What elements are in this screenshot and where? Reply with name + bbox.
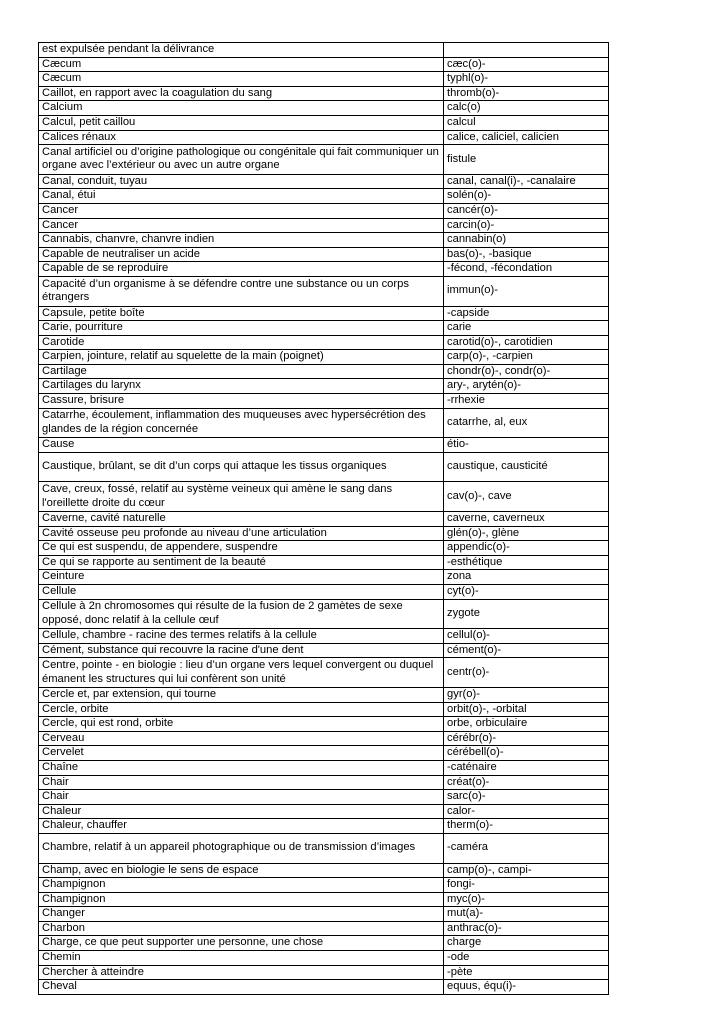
root-cell: -rrhexie	[444, 394, 609, 409]
root-cell: bas(o)-, -basique	[444, 247, 609, 262]
definition-cell: Calcul, petit caillou	[39, 115, 444, 130]
definition-cell: Chair	[39, 790, 444, 805]
table-row	[39, 731, 609, 746]
definition-cell: Cave, creux, fossé, relatif au système veineux qui amène le sang dans l'oreillette droite du cœur	[39, 482, 444, 512]
root-cell: thromb(o)-	[444, 86, 609, 101]
definition-cell: Cerveau	[39, 731, 444, 746]
root-cell: solén(o)-	[444, 189, 609, 204]
definition-cell: Ce qui est suspendu, de appendere, suspendre	[39, 541, 444, 556]
definition-cell: Cellule, chambre - racine des termes relatifs à la cellule	[39, 629, 444, 644]
table-row	[39, 541, 609, 556]
root-cell: cément(o)-	[444, 643, 609, 658]
table-row	[39, 965, 609, 980]
table-row	[39, 335, 609, 350]
definition-cell: Cancer	[39, 203, 444, 218]
table-row	[39, 819, 609, 834]
definition-cell: Capable de neutraliser un acide	[39, 247, 444, 262]
root-cell: camp(o)-, campi-	[444, 863, 609, 878]
root-cell: cancér(o)-	[444, 203, 609, 218]
table-row	[39, 804, 609, 819]
definition-cell: Carie, pourriture	[39, 321, 444, 336]
definition-cell: Cartilage	[39, 364, 444, 379]
root-cell: gyr(o)-	[444, 687, 609, 702]
root-cell: cæc(o)-	[444, 57, 609, 72]
definition-cell: Cervelet	[39, 746, 444, 761]
definition-cell: Canal, conduit, tuyau	[39, 174, 444, 189]
root-cell: chondr(o)-, condr(o)-	[444, 364, 609, 379]
table-row	[39, 233, 609, 248]
definition-cell: Champ, avec en biologie le sens de espace	[39, 863, 444, 878]
definition-cell: Charbon	[39, 921, 444, 936]
root-cell: caverne, caverneux	[444, 512, 609, 527]
root-cell: -esthétique	[444, 555, 609, 570]
root-cell: zygote	[444, 599, 609, 629]
definition-cell: Canal, étui	[39, 189, 444, 204]
root-cell: canal, canal(i)-, -canalaire	[444, 174, 609, 189]
definition-cell: Cavité osseuse peu profonde au niveau d’une articulation	[39, 526, 444, 541]
root-cell: typhl(o)-	[444, 72, 609, 87]
table-row	[39, 306, 609, 321]
table-row	[39, 174, 609, 189]
table-row	[39, 555, 609, 570]
root-cell: -ode	[444, 951, 609, 966]
table-row	[39, 892, 609, 907]
root-cell: -fécond, -fécondation	[444, 262, 609, 277]
table-row	[39, 717, 609, 732]
root-cell: carotid(o)-, carotidien	[444, 335, 609, 350]
table-row	[39, 247, 609, 262]
root-cell: -pète	[444, 965, 609, 980]
root-cell	[444, 43, 609, 58]
table-row	[39, 218, 609, 233]
root-cell: glén(o)-, glène	[444, 526, 609, 541]
table-row	[39, 364, 609, 379]
table-row	[39, 512, 609, 527]
definition-cell: Carpien, jointure, relatif au squelette de la main (poignet)	[39, 350, 444, 365]
root-cell: ary-, arytén(o)-	[444, 379, 609, 394]
root-cell: -caméra	[444, 833, 609, 863]
definition-cell: Capacité d’un organisme à se défendre contre une substance ou un corps étrangers	[39, 276, 444, 306]
table-row	[39, 115, 609, 130]
table-row	[39, 790, 609, 805]
table-row	[39, 57, 609, 72]
definition-cell: Calcium	[39, 101, 444, 116]
definition-cell: Ce qui se rapporte au sentiment de la beauté	[39, 555, 444, 570]
definition-cell: Cause	[39, 438, 444, 453]
root-cell: charge	[444, 936, 609, 951]
definition-cell: Calices rénaux	[39, 130, 444, 145]
glossary-table	[38, 42, 609, 995]
root-cell: calc(o)	[444, 101, 609, 116]
root-cell: cellul(o)-	[444, 629, 609, 644]
table-row	[39, 189, 609, 204]
definition-cell: Catarrhe, écoulement, inflammation des muqueuses avec hypersécrétion des glandes de la région concernée	[39, 408, 444, 438]
root-cell: carcin(o)-	[444, 218, 609, 233]
definition-cell: Charge, ce que peut supporter une personne, une chose	[39, 936, 444, 951]
table-row	[39, 907, 609, 922]
definition-cell: Chair	[39, 775, 444, 790]
definition-cell: Cæcum	[39, 72, 444, 87]
root-cell: caustique, causticité	[444, 452, 609, 482]
table-row	[39, 921, 609, 936]
root-cell: -capside	[444, 306, 609, 321]
root-cell: cannabin(o)	[444, 233, 609, 248]
definition-cell: Cercle, qui est rond, orbite	[39, 717, 444, 732]
glossary-table-body	[39, 43, 609, 995]
definition-cell: Cancer	[39, 218, 444, 233]
root-cell: anthrac(o)-	[444, 921, 609, 936]
root-cell: immun(o)-	[444, 276, 609, 306]
root-cell: mut(a)-	[444, 907, 609, 922]
table-row	[39, 980, 609, 995]
table-row	[39, 760, 609, 775]
table-row	[39, 775, 609, 790]
table-row	[39, 526, 609, 541]
definition-cell: Caustique, brûlant, se dit d’un corps qui attaque les tissus organiques	[39, 452, 444, 482]
definition-cell: Centre, pointe - en biologie : lieu d’un organe vers lequel convergent ou duquel émanent les structures qui lui confèrent son unité	[39, 658, 444, 688]
root-cell: -caténaire	[444, 760, 609, 775]
root-cell: fongi-	[444, 878, 609, 893]
definition-cell: Chaleur, chauffer	[39, 819, 444, 834]
definition-cell: Chemin	[39, 951, 444, 966]
definition-cell: Cæcum	[39, 57, 444, 72]
definition-cell: Capsule, petite boîte	[39, 306, 444, 321]
definition-cell: Cercle, orbite	[39, 702, 444, 717]
definition-cell: Cassure, brisure	[39, 394, 444, 409]
root-cell: cav(o)-, cave	[444, 482, 609, 512]
table-row	[39, 482, 609, 512]
definition-cell: Cartilages du larynx	[39, 379, 444, 394]
root-cell: cyt(o)-	[444, 585, 609, 600]
table-row	[39, 43, 609, 58]
table-row	[39, 72, 609, 87]
root-cell: orbe, orbiculaire	[444, 717, 609, 732]
table-row	[39, 951, 609, 966]
definition-cell: Chaleur	[39, 804, 444, 819]
table-row	[39, 438, 609, 453]
table-row	[39, 452, 609, 482]
root-cell: equus, équ(i)-	[444, 980, 609, 995]
root-cell: centr(o)-	[444, 658, 609, 688]
table-row	[39, 276, 609, 306]
root-cell: calor-	[444, 804, 609, 819]
root-cell: myc(o)-	[444, 892, 609, 907]
table-row	[39, 350, 609, 365]
table-row	[39, 833, 609, 863]
root-cell: calice, caliciel, calicien	[444, 130, 609, 145]
root-cell: carie	[444, 321, 609, 336]
root-cell: calcul	[444, 115, 609, 130]
table-row	[39, 408, 609, 438]
definition-cell: Cellule	[39, 585, 444, 600]
definition-cell: Caverne, cavité naturelle	[39, 512, 444, 527]
definition-cell: est expulsée pendant la délivrance	[39, 43, 444, 58]
definition-cell: Carotide	[39, 335, 444, 350]
root-cell: cérébell(o)-	[444, 746, 609, 761]
table-row	[39, 878, 609, 893]
definition-cell: Cellule à 2n chromosomes qui résulte de la fusion de 2 gamètes de sexe opposé, donc relatif à la cellule œuf	[39, 599, 444, 629]
definition-cell: Caillot, en rapport avec la coagulation du sang	[39, 86, 444, 101]
table-row	[39, 585, 609, 600]
definition-cell: Champignon	[39, 878, 444, 893]
definition-cell: Chambre, relatif à un appareil photographique ou de transmission d’images	[39, 833, 444, 863]
table-row	[39, 570, 609, 585]
glossary-page	[38, 42, 608, 995]
table-row	[39, 262, 609, 277]
root-cell: cérébr(o)-	[444, 731, 609, 746]
definition-cell: Changer	[39, 907, 444, 922]
root-cell: carp(o)-, -carpien	[444, 350, 609, 365]
table-row	[39, 629, 609, 644]
definition-cell: Chaîne	[39, 760, 444, 775]
table-row	[39, 599, 609, 629]
definition-cell: Cannabis, chanvre, chanvre indien	[39, 233, 444, 248]
definition-cell: Champignon	[39, 892, 444, 907]
definition-cell: Ceinture	[39, 570, 444, 585]
table-row	[39, 321, 609, 336]
table-row	[39, 394, 609, 409]
root-cell: créat(o)-	[444, 775, 609, 790]
table-row	[39, 86, 609, 101]
definition-cell: Cercle et, par extension, qui tourne	[39, 687, 444, 702]
definition-cell: Chercher à atteindre	[39, 965, 444, 980]
definition-cell: Cheval	[39, 980, 444, 995]
table-row	[39, 379, 609, 394]
definition-cell: Canal artificiel ou d’origine pathologique ou congénitale qui fait communiquer un organe avec l’extérieur ou avec un autre organe	[39, 145, 444, 175]
root-cell: sarc(o)-	[444, 790, 609, 805]
root-cell: étio-	[444, 438, 609, 453]
table-row	[39, 130, 609, 145]
root-cell: catarrhe, al, eux	[444, 408, 609, 438]
table-row	[39, 643, 609, 658]
definition-cell: Cément, substance qui recouvre la racine d'une dent	[39, 643, 444, 658]
root-cell: orbit(o)-, -orbital	[444, 702, 609, 717]
table-row	[39, 203, 609, 218]
table-row	[39, 863, 609, 878]
root-cell: zona	[444, 570, 609, 585]
root-cell: appendic(o)-	[444, 541, 609, 556]
table-row	[39, 658, 609, 688]
root-cell: therm(o)-	[444, 819, 609, 834]
table-row	[39, 687, 609, 702]
table-row	[39, 746, 609, 761]
table-row	[39, 101, 609, 116]
table-row	[39, 702, 609, 717]
table-row	[39, 936, 609, 951]
root-cell: fistule	[444, 145, 609, 175]
table-row	[39, 145, 609, 175]
definition-cell: Capable de se reproduire	[39, 262, 444, 277]
